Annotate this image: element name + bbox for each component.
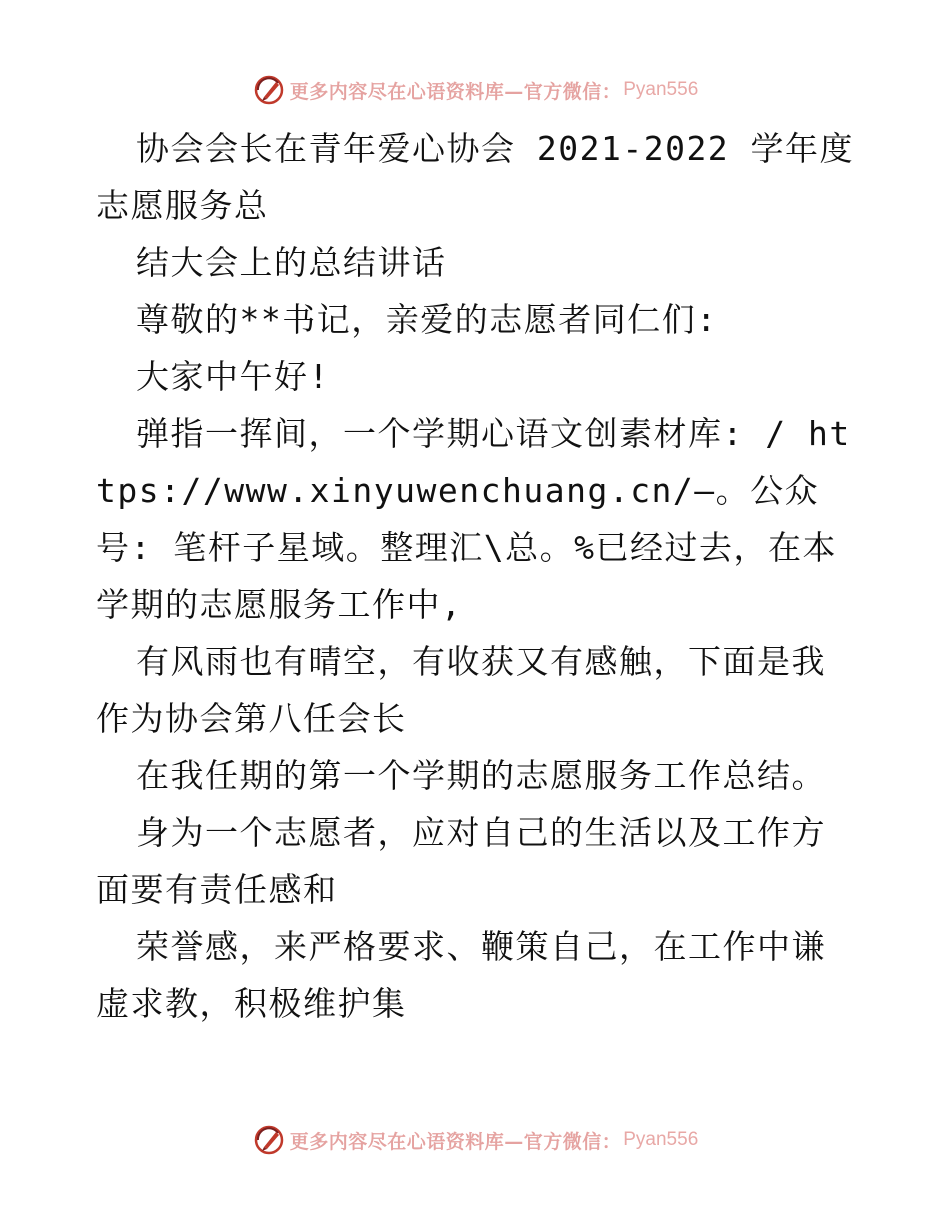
watermark-text: 更多内容尽在心语资料库—官方微信：	[289, 80, 622, 103]
paragraph-body-2: 有风雨也有晴空，有收获又有感触，下面是我作为协会第八任会长	[96, 642, 826, 738]
pen-in-circle-icon	[252, 1123, 286, 1157]
header-watermark	[0, 72, 950, 108]
paragraph-body-4: 身为一个志愿者，应对自己的生活以及工作方面要有责任感和	[96, 813, 826, 909]
paragraph-title-line2: 结大会上的总结讲话	[136, 243, 447, 282]
pen-in-circle-icon	[252, 73, 286, 107]
paragraph-body-1: 弹指一挥间，一个学期心语文创素材库: / https://www.xinyuwenchuang.cn/—。公众号: 笔杆子星域。整理汇\总。%已经过去，在本学期的志愿服务工作中,	[96, 414, 851, 624]
watermark-wechat-id: Pyan556	[623, 1129, 699, 1150]
paragraph-salutation: 尊敬的**书记，亲爱的志愿者同仁们:	[136, 300, 718, 339]
document-body	[96, 120, 856, 1032]
watermark-wechat-id: Pyan556	[623, 79, 699, 100]
paragraph-body-3: 在我任期的第一个学期的志愿服务工作总结。	[136, 756, 826, 795]
watermark-text: 更多内容尽在心语资料库—官方微信：	[289, 1130, 622, 1153]
paragraph-body-5: 荣誉感，来严格要求、鞭策自己，在工作中谦虚求教，积极维护集	[96, 927, 826, 1023]
paragraph-title-line1: 协会会长在青年爱心协会 2021-2022 学年度志愿服务总	[96, 129, 855, 225]
footer-watermark	[0, 1122, 950, 1158]
paragraph-greeting: 大家中午好!	[136, 357, 330, 396]
